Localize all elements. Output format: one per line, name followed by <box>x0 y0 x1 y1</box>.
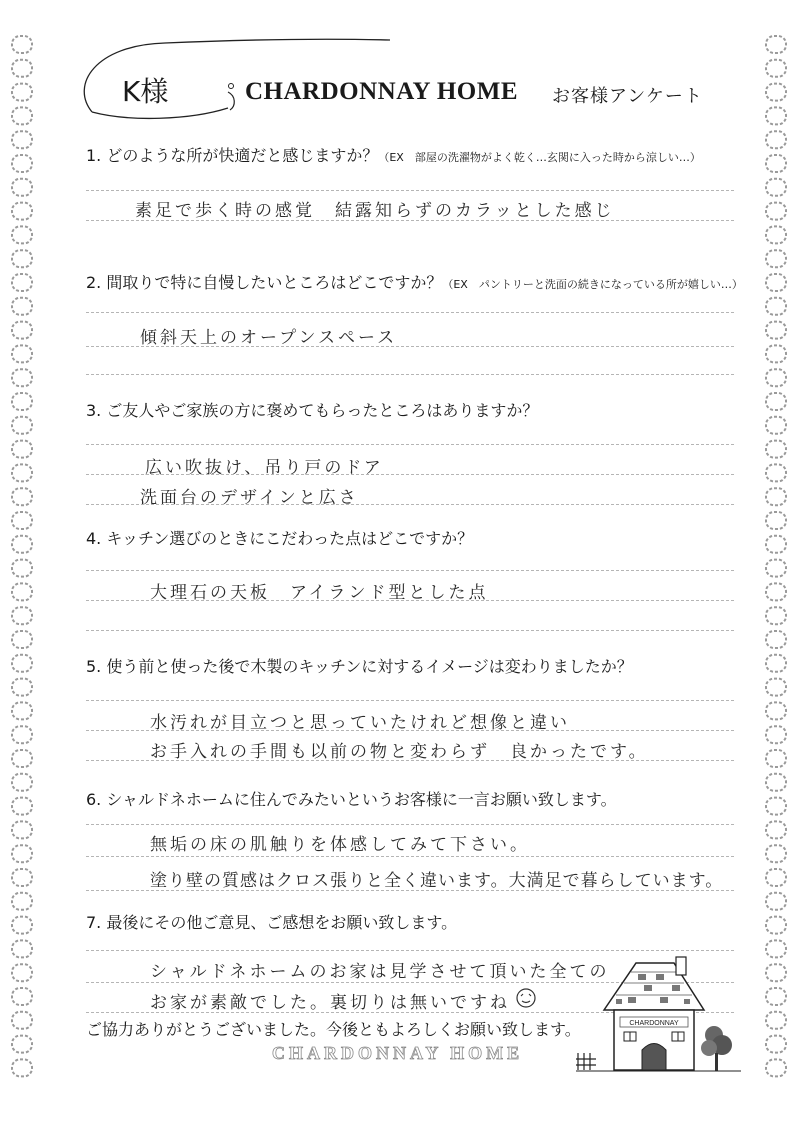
answer-rule <box>86 190 734 191</box>
spiral-ring <box>12 203 32 220</box>
answer-rule <box>86 700 734 701</box>
spiral-ring <box>12 964 32 981</box>
closing-message: ご協力ありがとうございました。今後ともよろしくお願い致します。 <box>86 1020 581 1039</box>
spiral-ring <box>12 726 32 743</box>
spiral-ring <box>12 345 32 362</box>
question-5 <box>86 654 633 677</box>
question-label: 7. 最後にその他ご意見、ご感想をお願い致します。 <box>86 913 458 932</box>
spiral-ring <box>766 917 786 934</box>
spiral-ring <box>766 298 786 315</box>
spiral-ring <box>12 583 32 600</box>
spiral-ring <box>766 607 786 624</box>
spiral-ring <box>766 750 786 767</box>
question-7 <box>86 910 457 933</box>
spiral-ring <box>12 893 32 910</box>
name-tag-outline <box>0 0 800 130</box>
answer-rule <box>86 504 734 505</box>
spiral-ring <box>766 536 786 553</box>
survey-title: お客様アンケート <box>552 86 703 107</box>
survey-header <box>0 0 800 130</box>
spiral-ring <box>766 226 786 243</box>
answer-4-line-1: 大理石の天板 アイランド型とした点 <box>150 583 489 603</box>
spiral-ring <box>766 631 786 648</box>
spiral-ring <box>12 750 32 767</box>
answer-rule <box>86 760 734 761</box>
answer-6-line-1: 無垢の床の肌触りを体感してみて下さい。 <box>150 835 530 855</box>
question-example: （EX 部屋の洗濯物がよく乾く…玄関に入った時から涼しい…） <box>378 151 701 164</box>
spiral-ring <box>12 274 32 291</box>
answer-rule <box>86 856 734 857</box>
spiral-ring <box>766 464 786 481</box>
spiral-ring <box>766 274 786 291</box>
spiral-ring <box>12 298 32 315</box>
spiral-ring <box>766 1059 786 1076</box>
footer-logo: CHARDONNAY HOME <box>272 1043 524 1063</box>
spiral-ring <box>12 940 32 957</box>
spiral-ring <box>12 393 32 410</box>
spiral-ring <box>766 250 786 267</box>
spiral-ring <box>12 369 32 386</box>
spiral-ring <box>12 679 32 696</box>
spiral-ring <box>766 893 786 910</box>
spiral-ring <box>766 512 786 529</box>
spiral-ring <box>12 821 32 838</box>
spiral-ring <box>766 203 786 220</box>
spiral-ring <box>12 1012 32 1029</box>
answer-rule <box>86 570 734 571</box>
spiral-ring <box>12 774 32 791</box>
question-1 <box>86 143 701 166</box>
answer-rule <box>86 220 734 221</box>
spiral-ring <box>766 869 786 886</box>
customer-name: K様 <box>122 75 169 108</box>
spiral-ring <box>766 964 786 981</box>
spiral-ring <box>12 988 32 1005</box>
spiral-ring <box>12 560 32 577</box>
answer-rule <box>86 824 734 825</box>
spiral-ring <box>766 322 786 339</box>
spiral-ring <box>12 702 32 719</box>
spiral-ring <box>766 988 786 1005</box>
question-label: 4. キッチン選びのときにこだわった点はどこですか？ <box>86 529 474 548</box>
answer-5-line-1: 水汚れが目立つと思っていたけれど想像と違い <box>150 713 570 733</box>
spiral-ring <box>12 607 32 624</box>
answer-rule <box>86 444 734 445</box>
spiral-ring <box>766 583 786 600</box>
question-3 <box>86 398 538 421</box>
spiral-ring <box>766 798 786 815</box>
spiral-ring <box>766 393 786 410</box>
spiral-ring <box>766 1012 786 1029</box>
answer-rule <box>86 474 734 475</box>
answer-rule <box>86 600 734 601</box>
spiral-ring <box>12 845 32 862</box>
spiral-ring <box>12 798 32 815</box>
spiral-ring <box>12 917 32 934</box>
spiral-ring <box>12 155 32 172</box>
spiral-ring <box>12 417 32 434</box>
spiral-ring <box>12 536 32 553</box>
spiral-ring <box>12 441 32 458</box>
question-label: 3. ご友人やご家族の方に褒めてもらったところはありますか？ <box>86 401 539 420</box>
question-example: （EX パントリーと洗面の続きになっている所が嬉しい…） <box>442 278 743 291</box>
spiral-ring <box>12 655 32 672</box>
spiral-ring <box>12 488 32 505</box>
spiral-ring <box>12 464 32 481</box>
spiral-ring <box>766 441 786 458</box>
answer-2-line-1: 傾斜天上のオープンスペース <box>140 328 398 348</box>
question-label: 1. どのような所が快適だと感じますか？ <box>86 146 379 165</box>
smiley-doodle-icon <box>515 987 537 1009</box>
answer-rule <box>86 346 734 347</box>
spiral-ring <box>766 774 786 791</box>
answer-6-line-2: 塗り壁の質感はクロス張りと全く違います。大満足で暮らしています。 <box>150 871 724 891</box>
spiral-ring <box>12 179 32 196</box>
answer-rule <box>86 950 734 951</box>
spiral-binding-left <box>6 30 40 1080</box>
answer-rule <box>86 730 734 731</box>
spiral-ring <box>766 1036 786 1053</box>
spiral-ring <box>766 940 786 957</box>
spiral-ring <box>766 821 786 838</box>
spiral-ring <box>12 322 32 339</box>
spiral-ring <box>766 369 786 386</box>
spiral-ring <box>766 560 786 577</box>
spiral-ring <box>12 869 32 886</box>
spiral-ring <box>766 655 786 672</box>
spiral-ring <box>12 1036 32 1053</box>
answer-rule <box>86 312 734 313</box>
spiral-ring <box>766 845 786 862</box>
spiral-ring <box>766 702 786 719</box>
spiral-ring <box>766 488 786 505</box>
spiral-ring <box>12 512 32 529</box>
answer-rule <box>86 374 734 375</box>
answer-7-line-1: シャルドネホームのお家は見学させて頂いた全ての <box>150 962 610 982</box>
question-label: 5. 使う前と使った後で木製のキッチンに対するイメージは変わりましたか？ <box>86 657 633 676</box>
spiral-ring <box>766 679 786 696</box>
question-2 <box>86 270 743 293</box>
house-illustration-icon <box>576 955 746 1080</box>
spiral-ring <box>766 417 786 434</box>
question-4 <box>86 526 473 549</box>
question-6 <box>86 787 617 810</box>
spiral-ring <box>766 179 786 196</box>
house-sign: CHARDONNAY <box>629 1020 679 1027</box>
answer-1-line-1: 素足で歩く時の感覚 結露知らずのカラッとした感じ <box>135 201 615 221</box>
spiral-ring <box>12 131 32 148</box>
spiral-ring <box>12 226 32 243</box>
spiral-ring <box>766 155 786 172</box>
spiral-binding-right <box>760 30 794 1080</box>
answer-rule <box>86 630 734 631</box>
spiral-ring <box>12 250 32 267</box>
spiral-ring <box>766 345 786 362</box>
spiral-ring <box>766 131 786 148</box>
brand-name: CHARDONNAY HOME <box>245 78 519 105</box>
spiral-ring <box>12 1059 32 1076</box>
answer-5-line-2: お手入れの手間も以前の物と変わらず 良かったです。 <box>150 742 649 762</box>
spiral-ring <box>766 726 786 743</box>
answer-rule <box>86 890 734 891</box>
answer-3-line-1: 広い吹抜け、吊り戸のドア <box>145 458 384 478</box>
answer-3-line-2: 洗面台のデザインと広さ <box>140 488 359 508</box>
answer-7-line-2: お家が素敵でした。裏切りは無いですね <box>150 993 510 1013</box>
question-label: 6. シャルドネホームに住んでみたいというお客様に一言お願い致します。 <box>86 790 617 809</box>
spiral-ring <box>12 631 32 648</box>
question-label: 2. 間取りで特に自慢したいところはどこですか？ <box>86 273 443 292</box>
